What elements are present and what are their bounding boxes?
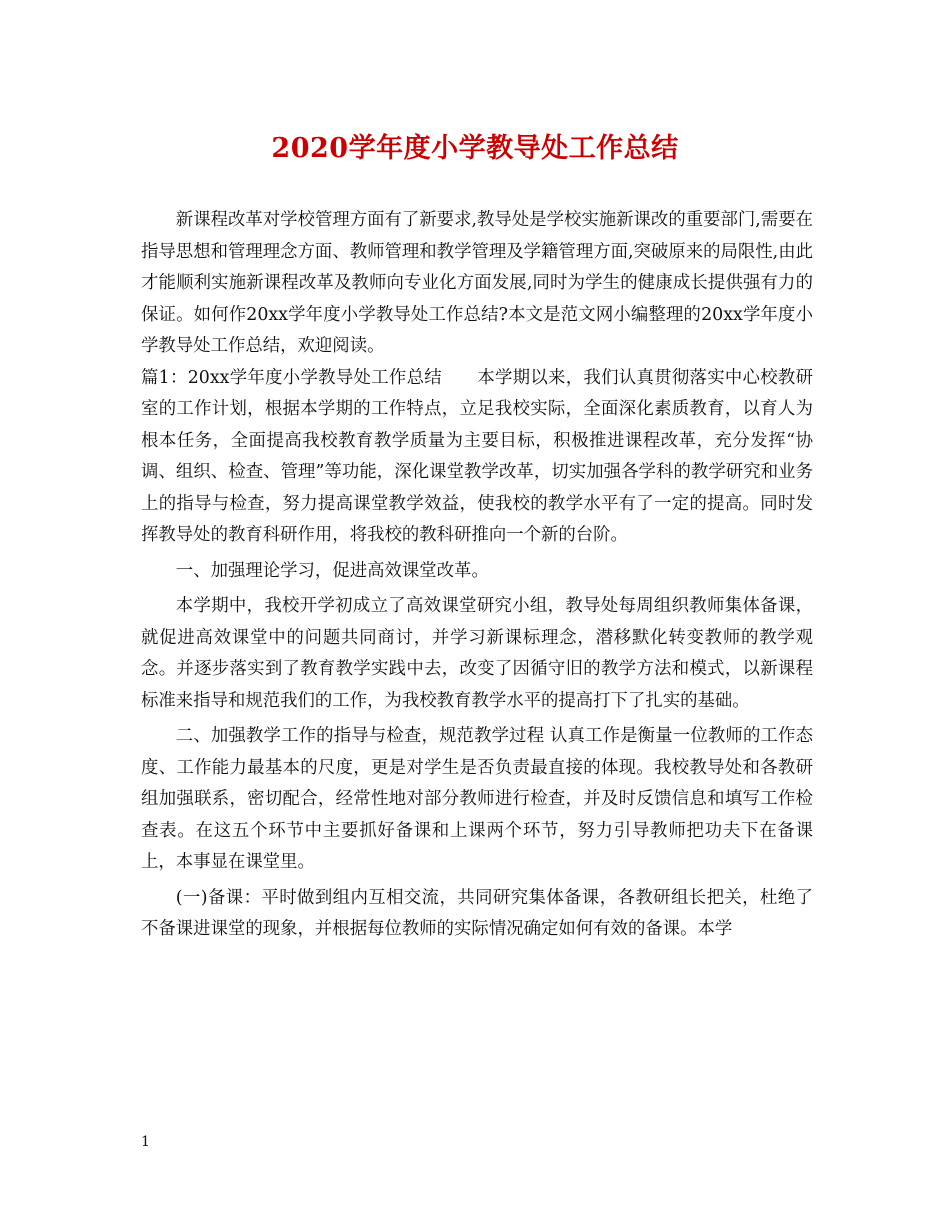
section-heading-two-paragraph: 二、加强教学工作的指导与检查，规范教学过程 认真工作是衡量一位教师的工作态度、工作能力最基本的尺度，更是对学生是否负责最直接的体现。我校教导处和各教研组加强联系，密切配合，经常性地对部分教师进行检查，并及时反馈信息和填写工作检查表。在这五个环节中主要抓好备课和上课两个环节，努力引导教师把功夫下在备课上，本事显在课堂里。: [141, 726, 813, 872]
page-number: 1: [141, 1134, 150, 1150]
article-paragraph: 篇1：20xx学年度小学教导处工作总结 本学期以来，我们认真贯彻落实中心校教研室的工作计划，根据本学期的工作特点，立足我校实际，全面深化素质教育，以育人为根本任务，全面提高我校教育教学质量为主要目标，积极推进课程改革，充分发挥“协调、组织、检查、管理”等功能，深化课堂教学改革，切实加强各学科的教学研究和业务上的指导与检查，努力提高课堂教学效益，使我校的教学水平有了一定的提高。同时发挥教导处的教育科研作用，将我校的教科研推向一个新的台阶。: [141, 367, 813, 545]
document-title: 2020学年度小学教导处工作总结: [271, 133, 679, 164]
section-heading-one: 一、加强理论学习，促进高效课堂改革。: [175, 560, 489, 581]
document-body: [141, 205, 813, 946]
section-one-paragraph: 本学期中，我校开学初成立了高效课堂研究小组，教导处每周组织教师集体备课，就促进高效课堂中的问题共同商讨，并学习新课标理念，潜移默化转变教师的教学观念。并逐步落实到了教育教学实践中去，改变了因循守旧的教学方法和模式，以新课程标准来指导和规范我们的工作，为我校教育教学水平的提高打下了扎实的基础。: [141, 596, 813, 711]
intro-paragraph: 新课程改革对学校管理方面有了新要求,教导处是学校实施新课改的重要部门,需要在指导思想和管理理念方面、教师管理和教学管理及学籍管理方面,突破原来的局限性,由此才能顺利实施新课程改革及教师向专业化方面发展,同时为学生的健康成长提供强有力的保证。如何作20xx学年度小学教导处工作总结?本文是范文网小编整理的20xx学年度小学教导处工作总结，欢迎阅读。: [141, 210, 813, 356]
lesson-prep-paragraph: (一)备课：平时做到组内互相交流，共同研究集体备课，各教研组长把关，杜绝了不备课进课堂的现象，并根据每位教师的实际情况确定如何有效的备课。本学: [141, 887, 813, 939]
